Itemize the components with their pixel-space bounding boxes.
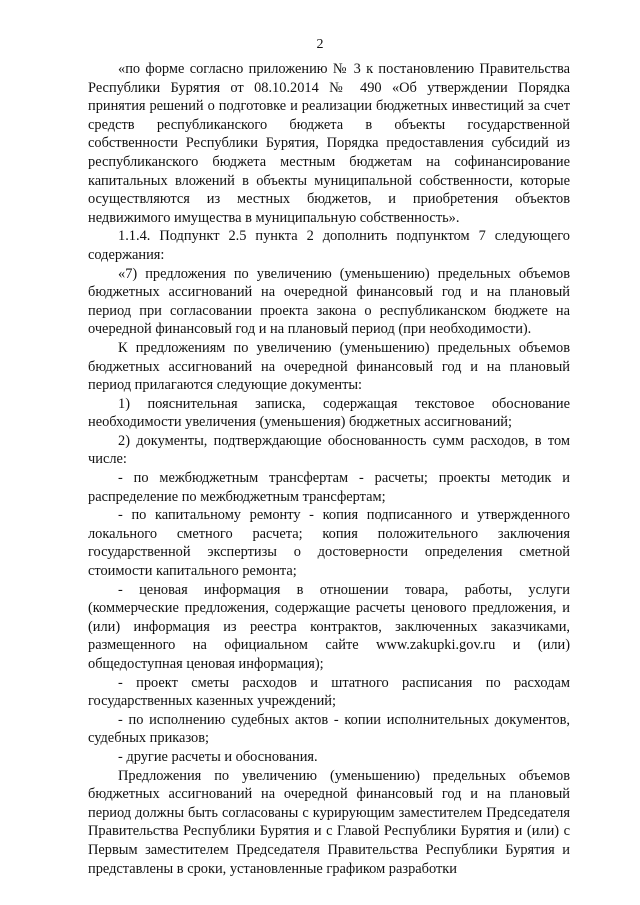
paragraph-subclause-7: «7) предложения по увеличению (уменьшению) предельных объемов бюджетных ассигнований на очередной финансовый год и на плановый период при согласовании проекта закона о республиканском бюджете на очередной финансовый год и на плановый период (при необходимости). bbox=[88, 265, 570, 338]
paragraph-bullet-estimate: - проект сметы расходов и штатного расписания по расходам государственных казенных учреждений; bbox=[88, 674, 570, 710]
paragraph-quote-continuation: «по форме согласно приложению № 3 к постановлению Правительства Республики Бурятия от 08.10.2014 № 490 «Об утверждении Порядка принятия решений о подготовке и реализации бюджетных инвестиций за счет средств республиканского бюджета в объекты государственной собственности Республики Бурятия, Порядка предоставления субсидий из республиканского бюджета местным бюджетам на софинансирование капитальных вложений в объекты муниципальной собственности, которые осуществляются из местных бюджетов, и приобретения объектов недвижимого имущества в муниципальную собственность». bbox=[88, 61, 570, 226]
paragraph-documents-intro: К предложениям по увеличению (уменьшению) предельных объемов бюджетных ассигнований на очередной финансовый год и на плановый период прилагаются следующие документы: bbox=[88, 339, 570, 394]
paragraph-bullet-transfers: - по межбюджетным трансфертам - расчеты; проекты методик и распределение по межбюджетным трансфертам; bbox=[88, 470, 570, 505]
paragraph-bullet-price-info: - ценовая информация в отношении товара, работы, услуги (коммерческие предложения, содержащие расчеты ценового предложения, и (или) информация из реестра контрактов, заключенных заказчиками, размещенного на официальном сайте www.zakupki.gov.ru и (или) общедоступная ценовая информация); bbox=[88, 581, 570, 672]
paragraph-approval: Предложения по увеличению (уменьшению) предельных объемов бюджетных ассигнований на очередной финансовый год и на плановый период должны быть согласованы с курирующим заместителем Председателя Правительства Республики Бурятия и с Главой Республики Бурятия и (или) с Первым заместителем Председателя Правительства Республики Бурятия и представлены в сроки, установленные графиком разработки bbox=[88, 767, 570, 877]
paragraph-bullet-repair: - по капитальному ремонту - копия подписанного и утвержденного локального сметного расчета; копия положительного заключения государственной экспертизы о достоверности определения сметной стоимости капитального ремонта; bbox=[88, 507, 570, 580]
paragraph-bullet-court-acts: - по исполнению судебных актов - копии исполнительных документов, судебных приказов; bbox=[88, 711, 570, 747]
page-number: 2 bbox=[316, 37, 324, 52]
paragraph-item-1: 1) пояснительная записка, содержащая текстовое обоснование необходимости увеличения (уменьшения) бюджетных ассигнований; bbox=[88, 395, 570, 431]
paragraph-item-2: 2) документы, подтверждающие обоснованность сумм расходов, в том числе: bbox=[88, 432, 570, 468]
paragraph-clause-1-1-4: 1.1.4. Подпункт 2.5 пункта 2 дополнить подпунктом 7 следующего содержания: bbox=[88, 228, 570, 263]
document-body bbox=[88, 60, 570, 878]
paragraph-bullet-other: - другие расчеты и обоснования. bbox=[118, 748, 318, 765]
